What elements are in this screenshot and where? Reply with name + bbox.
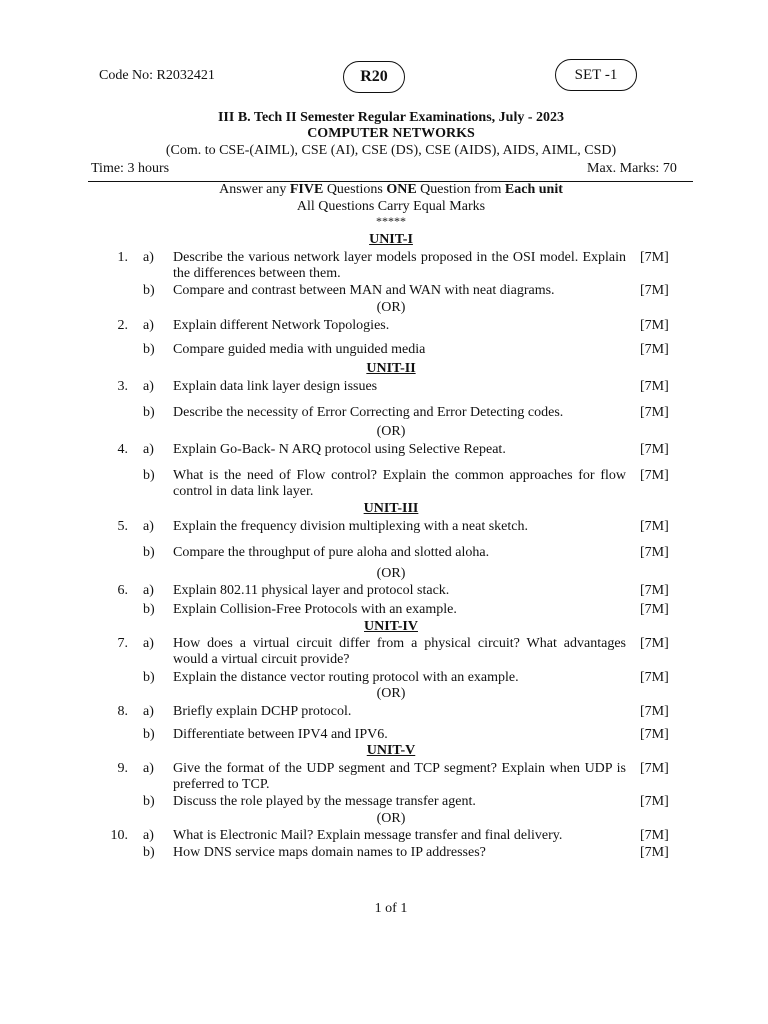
instruction-line-1: Answer any FIVE Questions ONE Question from Each unit — [219, 182, 563, 197]
question-text: Explain data link layer design issues — [173, 379, 378, 394]
question-text: Briefly explain DCHP protocol. — [173, 704, 352, 719]
unit-heading: UNIT-V — [366, 743, 416, 758]
part-label: b) — [143, 727, 155, 742]
question-text: Explain Go-Back- N ARQ protocol using Selective Repeat. — [173, 442, 506, 457]
question-text: Compare guided media with unguided media — [173, 342, 426, 357]
marks-label: [7M] — [640, 468, 669, 483]
code-number: Code No: R2032421 — [99, 68, 215, 83]
part-label: b) — [143, 283, 155, 298]
marks-label: [7M] — [640, 583, 669, 598]
question-text: Explain the distance vector routing protocol with an example. — [173, 670, 519, 685]
marks-label: [7M] — [640, 519, 669, 534]
part-label: a) — [143, 704, 154, 719]
part-label: a) — [143, 318, 154, 333]
marks-label: [7M] — [640, 794, 669, 809]
unit-heading: UNIT-IV — [364, 619, 418, 634]
or-separator: (OR) — [376, 566, 406, 581]
question-text: Explain 802.11 physical layer and protocol stack. — [173, 583, 450, 598]
question-number: 1. — [117, 250, 128, 265]
marks-label: [7M] — [640, 845, 669, 860]
marks-label: [7M] — [640, 636, 669, 651]
question-text: How does a virtual circuit differ from a physical circuit? What advantages would a virtual circuit provide? — [173, 636, 626, 667]
part-label: b) — [143, 845, 155, 860]
question-number: 9. — [117, 761, 128, 776]
question-number: 2. — [117, 318, 128, 333]
question-text: Describe the various network layer models proposed in the OSI model. Explain the differences between them. — [173, 250, 626, 281]
or-separator: (OR) — [376, 811, 406, 826]
marks-label: [7M] — [640, 442, 669, 457]
part-label: a) — [143, 761, 154, 776]
marks-label: [7M] — [640, 727, 669, 742]
marks-label: [7M] — [640, 283, 669, 298]
question-text: Discuss the role played by the message transfer agent. — [173, 794, 476, 809]
question-number: 7. — [117, 636, 128, 651]
question-text: Differentiate between IPV4 and IPV6. — [173, 727, 388, 742]
part-label: b) — [143, 670, 155, 685]
part-label: a) — [143, 379, 154, 394]
part-label: a) — [143, 250, 154, 265]
question-text: Give the format of the UDP segment and TCP segment? Explain when UDP is preferred to TCP. — [173, 761, 626, 792]
question-number: 10. — [110, 828, 128, 843]
question-text: What is Electronic Mail? Explain message transfer and final delivery. — [173, 828, 563, 843]
marks-label: [7M] — [640, 828, 669, 843]
instruction-line-2: All Questions Carry Equal Marks — [296, 199, 486, 214]
set-badge: SET -1 — [555, 59, 637, 91]
exam-title: III B. Tech II Semester Regular Examinations, July - 2023 — [217, 110, 564, 125]
marks-label: [7M] — [640, 250, 669, 265]
part-label: a) — [143, 636, 154, 651]
question-text: Explain the frequency division multiplexing with a neat sketch. — [173, 519, 528, 534]
or-separator: (OR) — [376, 424, 406, 439]
question-number: 3. — [117, 379, 128, 394]
part-label: a) — [143, 442, 154, 457]
stars-separator: ***** — [376, 214, 406, 228]
part-label: b) — [143, 545, 155, 560]
question-text: Compare and contrast between MAN and WAN with neat diagrams. — [173, 283, 555, 298]
marks-label: [7M] — [640, 761, 669, 776]
marks-label: [7M] — [640, 405, 669, 420]
branches-line: (Com. to CSE-(AIML), CSE (AI), CSE (DS), CSE (AIDS), AIDS, AIML, CSD) — [165, 143, 617, 158]
part-label: a) — [143, 583, 154, 598]
question-text: How DNS service maps domain names to IP addresses? — [173, 845, 486, 860]
question-text: Explain different Network Topologies. — [173, 318, 390, 333]
part-label: b) — [143, 794, 155, 809]
part-label: b) — [143, 602, 155, 617]
time-label: Time: 3 hours — [91, 161, 170, 176]
unit-heading: UNIT-III — [363, 501, 419, 516]
part-label: a) — [143, 519, 154, 534]
marks-label: [7M] — [640, 318, 669, 333]
question-text: Describe the necessity of Error Correcting and Error Detecting codes. — [173, 405, 564, 420]
question-number: 6. — [117, 583, 128, 598]
marks-label: [7M] — [640, 670, 669, 685]
marks-label: [7M] — [640, 545, 669, 560]
question-text: Explain Collision-Free Protocols with an example. — [173, 602, 457, 617]
question-number: 5. — [117, 519, 128, 534]
question-text: Compare the throughput of pure aloha and slotted aloha. — [173, 545, 490, 560]
regulation-badge: R20 — [343, 61, 405, 93]
subject-title: COMPUTER NETWORKS — [307, 126, 475, 141]
unit-heading: UNIT-II — [366, 361, 416, 376]
question-text: What is the need of Flow control? Explain the common approaches for flow control in data link layer. — [173, 468, 626, 499]
question-number: 4. — [117, 442, 128, 457]
question-number: 8. — [117, 704, 128, 719]
or-separator: (OR) — [376, 300, 406, 315]
part-label: a) — [143, 828, 154, 843]
marks-label: [7M] — [640, 379, 669, 394]
part-label: b) — [143, 468, 155, 483]
marks-label: [7M] — [640, 342, 669, 357]
marks-label: [7M] — [640, 704, 669, 719]
page-number: 1 of 1 — [374, 901, 408, 916]
or-separator: (OR) — [376, 686, 406, 701]
unit-heading: UNIT-I — [369, 232, 413, 247]
marks-label: [7M] — [640, 602, 669, 617]
part-label: b) — [143, 342, 155, 357]
max-marks-label: Max. Marks: 70 — [587, 161, 677, 176]
part-label: b) — [143, 405, 155, 420]
